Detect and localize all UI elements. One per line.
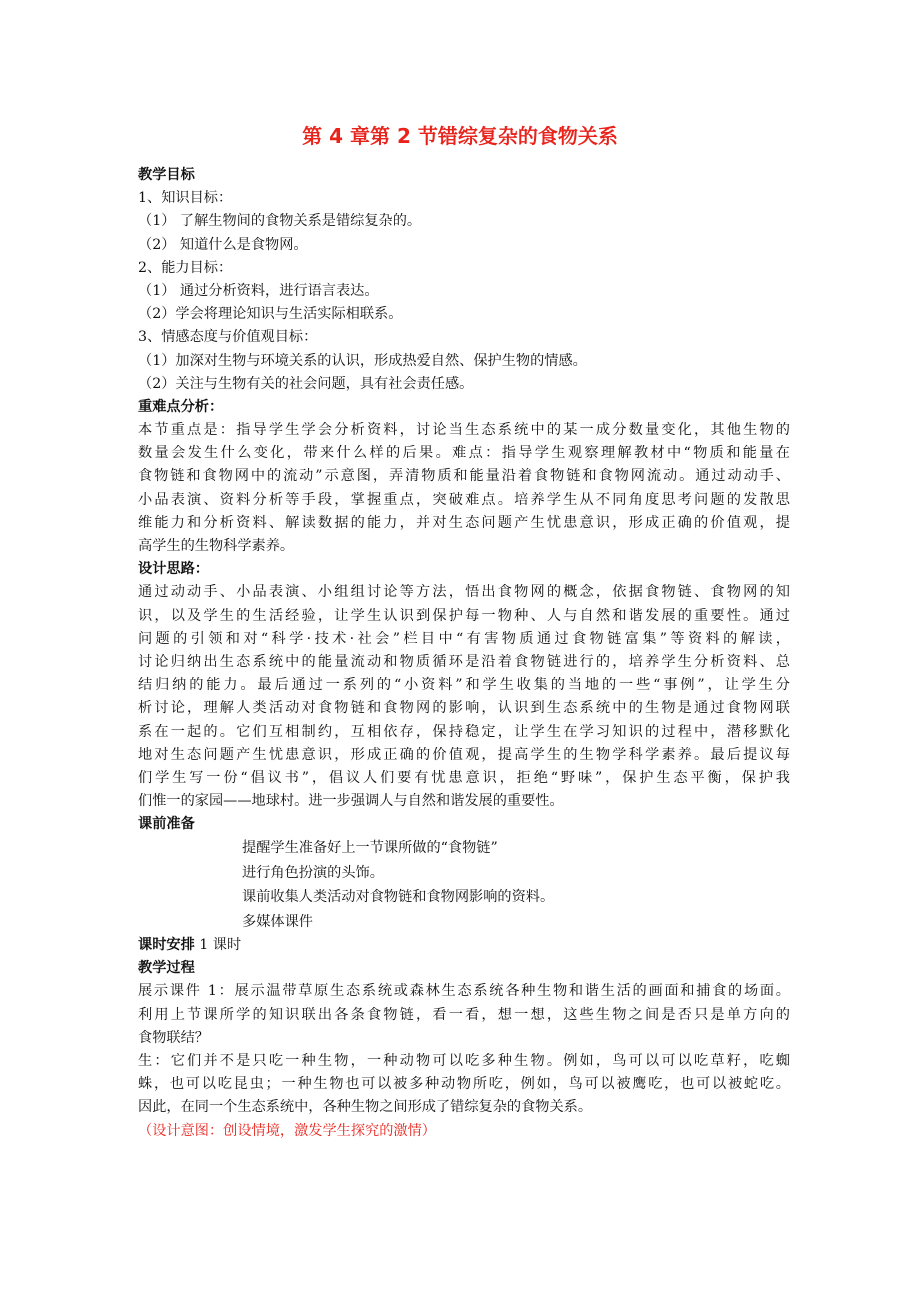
paragraph-line: 讨论归纳出生态系统中的能量流动和物质循环是沿着食物链进行的，培养学生分析资料、总 [138, 653, 790, 670]
schedule-value: 1 课时 [194, 937, 242, 953]
knowledge-goal-item: （2） 知道什么是食物网。 [138, 236, 308, 253]
paragraph-line: 识，以及学生的生活经验，让学生认识到保护每一物种、人与自然和谐发展的重要性。通过 [138, 607, 790, 624]
page-title: 第 4 章第 2 节错综复杂的食物关系 [302, 124, 618, 148]
paragraph-line: 利用上节课所学的知识联出各条食物链，看一看，想一想，这些生物之间是否只是单方向的 [138, 1006, 790, 1023]
objectives-heading: 教学目标 [138, 167, 195, 183]
emotion-goal-item: （1）加深对生物与环境关系的认识，形成热爱自然、保护生物的情感。 [138, 352, 587, 369]
paragraph-line: 食物联结？ [138, 1029, 209, 1046]
design-paragraph [138, 581, 790, 813]
paragraph-line: 结归纳的能力。最后通过一系列的“小资料”和学生收集的当地的一些“事例”，让学生分 [138, 677, 790, 694]
paragraph-line: 蛛，也可以吃昆虫；一种生物也可以被多种动物所吃，例如，鸟可以被鹰吃，也可以被蛇吃。 [138, 1076, 790, 1093]
knowledge-goal-label: 1、知识目标： [138, 190, 233, 207]
emotion-goal-item: （2）关注与生物有关的社会问题，具有社会责任感。 [138, 375, 474, 392]
preparation-item: 进行角色扮演的头饰。 [242, 864, 384, 881]
process-paragraph-1 [138, 980, 790, 1050]
paragraph-line: 维能力和分析资料、解读数据的能力，并对生态问题产生忧患意识，形成正确的价值观，提 [138, 514, 790, 531]
paragraph-line: 数量会发生什么变化，带来什么样的后果。难点：指导学生观察理解教材中“物质和能量在 [138, 445, 790, 462]
paragraph-line: 展示课件 1：展示温带草原生态系统或森林生态系统各种生物和谐生活的画面和捕食的场面。 [138, 983, 790, 1000]
preparation-heading: 课前准备 [138, 816, 195, 833]
paragraph-line: 们惟一的家园——地球村。进一步强调人与自然和谐发展的重要性。 [138, 793, 564, 810]
ability-goal-item: （1） 通过分析资料，进行语言表达。 [138, 282, 379, 299]
key-points-paragraph [138, 419, 790, 558]
schedule-heading: 课时安排 [138, 937, 195, 953]
ability-goal-item: （2）学会将理论知识与生活实际相联系。 [138, 306, 403, 323]
key-points-heading: 重难点分析： [138, 398, 224, 415]
ability-goal-label: 2、能力目标： [138, 259, 233, 276]
schedule-row [138, 934, 790, 957]
paragraph-line: 通过动动手、小品表演、小组组讨论等方法，悟出食物网的概念，依据食物链、食物网的知 [138, 584, 790, 601]
process-paragraph-2 [138, 1050, 790, 1120]
paragraph-line: 本节重点是：指导学生学会分析资料，讨论当生态系统中的某一成分数量变化，其他生物的 [138, 422, 790, 439]
preparation-item: 多媒体课件 [242, 913, 313, 930]
preparation-item: 提醒学生准备好上一节课所做的“食物链” [242, 840, 498, 857]
paragraph-line: 系在一起的。它们互相制约，互相依存，保持稳定，让学生在学习知识的过程中，潜移默化 [138, 723, 790, 740]
paragraph-line: 地对生态问题产生忧患意识，形成正确的价值观，提高学生的生物学科学素养。最后提议每 [138, 746, 790, 763]
paragraph-line: 小品表演、资料分析等手段，掌握重点，突破难点。培养学生从不同角度思考问题的发散思 [138, 491, 790, 508]
emotion-goal-label: 3、情感态度与价值观目标： [138, 329, 318, 346]
design-intent-note: （设计意图：创设情境，激发学生探究的激情） [138, 1122, 436, 1139]
preparation-item: 课前收集人类活动对食物链和食物网影响的资料。 [242, 889, 555, 906]
paragraph-line: 高学生的生物科学素养。 [138, 538, 295, 554]
paragraph-line: 问题的引领和对“科学·技术·社会”栏目中“有害物质通过食物链富集”等资料的解读， [138, 630, 790, 647]
knowledge-goal-item: （1） 了解生物间的食物关系是错综复杂的。 [138, 213, 422, 230]
process-heading: 教学过程 [138, 960, 195, 977]
paragraph-line: 食物链和食物网中的流动”示意图，弄清物质和能量沿着食物链和食物网流动。通过动动手、 [138, 468, 790, 485]
paragraph-line: 析讨论，理解人类活动对食物链和食物网的影响，认识到生态系统中的生物是通过食物网联 [138, 700, 790, 717]
design-heading: 设计思路： [138, 561, 209, 578]
paragraph-line: 生：它们并不是只吃一种生物，一种动物可以吃多种生物。例如，鸟可以可以吃草籽，吃蜘 [138, 1052, 790, 1069]
paragraph-line: 们学生写一份“倡议书”，倡议人们要有忧患意识，拒绝“野味”，保护生态平衡，保护我 [138, 769, 790, 786]
paragraph-line: 因此，在同一个生态系统中，各种生物之间形成了错综复杂的食物关系。 [138, 1099, 593, 1116]
document-body [138, 164, 790, 1143]
